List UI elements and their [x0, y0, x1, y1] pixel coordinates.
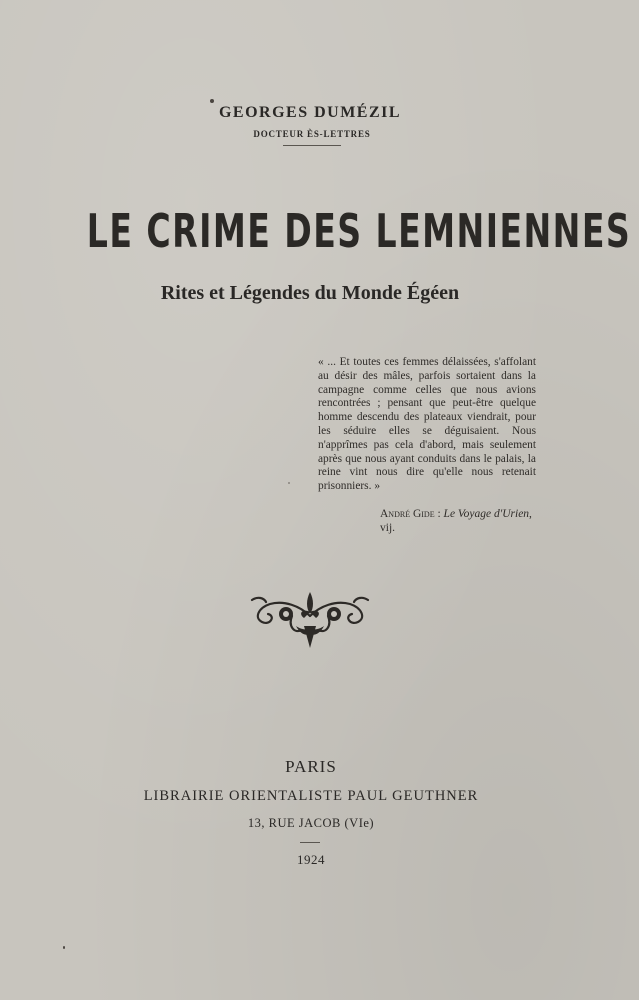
imprint-city: PARIS — [285, 757, 337, 776]
book-title: LE CRIME DES LEMNIENNES — [86, 204, 632, 258]
attribution-author: André Gide — [380, 508, 435, 520]
divider-rule — [283, 145, 341, 146]
epigraph — [318, 356, 536, 494]
epigraph-text: « ... Et toutes ces femmes délaissées, s'affolant au désir des mâles, parfois sortaient dans la campagne comme celles que nous avions rencontrées ; pensant que peut-être quelque homme descendu des plateaux viendrait, pour les séduire elles se déguisaient. Nous n'apprîmes pas cela d'abord, mais seulement après que nous ayant conduits dans le palais, la reine vint nous dire qu'elle nous retenait prisonniers. » — [318, 356, 536, 493]
imprint-address: 13, RUE JACOB (VIe) — [247, 816, 375, 830]
fleuron-ornament-icon — [248, 586, 372, 652]
imprint-year: 1924 — [297, 852, 325, 867]
paper-speck — [210, 99, 214, 103]
paper-speck — [63, 946, 65, 949]
book-subtitle: Rites et Légendes du Monde Égéen — [160, 282, 460, 304]
imprint-publisher: LIBRAIRIE ORIENTALISTE PAUL GEUTHNER — [143, 788, 479, 804]
paper-speck — [288, 482, 290, 484]
attribution-reference: , vij. — [380, 508, 532, 534]
author-degree: DOCTEUR ÈS-LETTRES — [253, 129, 371, 139]
epigraph-attribution: André Gide : Le Voyage d'Urien, vij. — [380, 508, 532, 534]
attribution-work: Le Voyage d'Urien — [443, 508, 530, 520]
divider-rule — [300, 842, 320, 843]
author-name: GEORGES DUMÉZIL — [218, 104, 402, 121]
